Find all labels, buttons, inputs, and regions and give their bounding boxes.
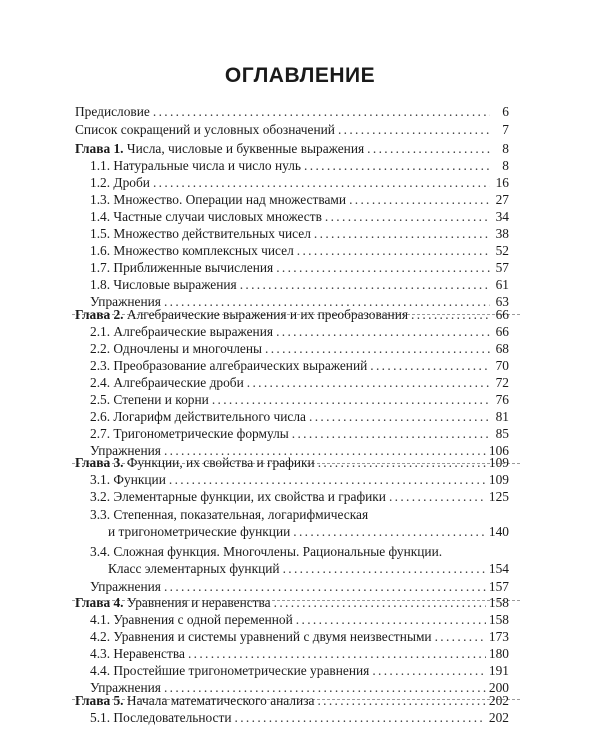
page-number: 125 bbox=[488, 489, 509, 504]
toc-chapter-2[interactable] bbox=[75, 306, 509, 323]
dot-leader bbox=[389, 488, 486, 505]
page-number: 173 bbox=[488, 629, 509, 644]
toc-chapter-4[interactable] bbox=[75, 594, 509, 611]
toc-chapter-3[interactable] bbox=[75, 454, 509, 471]
chapter-prefix: Глава 4. bbox=[75, 595, 124, 610]
dot-leader bbox=[314, 225, 490, 242]
section-label-line2: и тригонометрические функции bbox=[108, 524, 291, 539]
page-number: 200 bbox=[488, 680, 509, 695]
page-number: 154 bbox=[488, 561, 509, 576]
page-number: 68 bbox=[495, 341, 509, 356]
page-number: 66 bbox=[495, 307, 509, 322]
exercises-label: Упражнения bbox=[90, 579, 161, 594]
chapter-prefix: Глава 3. bbox=[75, 455, 124, 470]
toc-section[interactable] bbox=[90, 208, 509, 225]
chapter-label bbox=[75, 140, 364, 157]
section-label: 1.8. Числовые выражения bbox=[90, 277, 237, 292]
section-label: 1.4. Частные случаи числовых множеств bbox=[90, 209, 322, 224]
page-number: 34 bbox=[495, 209, 509, 224]
dot-leader bbox=[164, 578, 486, 595]
chapter-prefix: Глава 1. bbox=[75, 141, 124, 156]
page-number: 27 bbox=[495, 192, 509, 207]
entry-label: Предисловие bbox=[75, 104, 150, 119]
toc-section[interactable] bbox=[90, 242, 509, 259]
toc-section[interactable] bbox=[90, 611, 509, 628]
dot-leader bbox=[188, 645, 486, 662]
toc-section[interactable] bbox=[108, 560, 509, 577]
dot-leader bbox=[296, 611, 486, 628]
section-label: 4.4. Простейшие тригонометрические уравнения bbox=[90, 663, 370, 678]
section-label: 2.3. Преобразование алгебраических выражений bbox=[90, 358, 368, 373]
page-number: 7 bbox=[502, 122, 509, 137]
exercises-label: Упражнения bbox=[90, 443, 161, 458]
page-number: 85 bbox=[495, 426, 509, 441]
section-label: 3.1. Функции bbox=[90, 472, 166, 487]
toc-section[interactable] bbox=[90, 408, 509, 425]
section-label: 1.5. Множество действительных чисел bbox=[90, 226, 311, 241]
chapter-title: Функции, их свойства и графики bbox=[126, 455, 315, 470]
page-number: 57 bbox=[495, 260, 509, 275]
section-label: 1.3. Множество. Операции над множествами bbox=[90, 192, 347, 207]
chapter-prefix: Глава 2. bbox=[75, 307, 124, 322]
section-label: 1.7. Приближенные вычисления bbox=[90, 260, 274, 275]
dot-leader bbox=[265, 340, 490, 357]
page-number: 38 bbox=[495, 226, 509, 241]
page-number: 81 bbox=[495, 409, 509, 424]
toc-section[interactable] bbox=[90, 157, 509, 174]
chapter-label bbox=[75, 306, 408, 323]
page-number: 61 bbox=[495, 277, 509, 292]
page-number: 52 bbox=[495, 243, 509, 258]
page-number: 202 bbox=[488, 693, 509, 708]
chapter-title: Алгебраические выражения и их преобразования bbox=[126, 307, 409, 322]
page-number: 70 bbox=[495, 358, 509, 373]
dot-leader bbox=[153, 174, 490, 191]
toc-section[interactable] bbox=[90, 191, 509, 208]
exercises-label: Упражнения bbox=[90, 680, 161, 695]
toc-section[interactable] bbox=[90, 340, 509, 357]
dot-leader bbox=[411, 306, 490, 323]
toc-section[interactable] bbox=[90, 374, 509, 391]
dot-leader bbox=[370, 357, 490, 374]
toc-entry-abbreviations[interactable] bbox=[75, 121, 509, 138]
section-label: 5.1. Последовательности bbox=[90, 710, 232, 725]
section-label: 2.2. Одночлены и многочлены bbox=[90, 341, 263, 356]
section-label: 2.4. Алгебраические дроби bbox=[90, 375, 244, 390]
chapter-label bbox=[75, 454, 315, 471]
page-number: 66 bbox=[495, 324, 509, 339]
toc-section[interactable] bbox=[90, 645, 509, 662]
page-number: 8 bbox=[502, 141, 509, 156]
dot-leader bbox=[317, 692, 485, 709]
dot-leader bbox=[367, 140, 490, 157]
toc-section[interactable] bbox=[90, 662, 509, 679]
dot-leader bbox=[292, 425, 490, 442]
dot-leader bbox=[293, 523, 486, 540]
chapter-label bbox=[75, 692, 314, 709]
page-number: 76 bbox=[495, 392, 509, 407]
toc-exercises[interactable] bbox=[90, 578, 509, 595]
page-number: 72 bbox=[495, 375, 509, 390]
dot-leader bbox=[274, 594, 486, 611]
dot-leader bbox=[309, 408, 490, 425]
page-number: 16 bbox=[495, 175, 509, 190]
page-number: 106 bbox=[488, 443, 509, 458]
section-label: 2.7. Тригонометрические формулы bbox=[90, 426, 289, 441]
dot-leader bbox=[240, 276, 490, 293]
dot-leader bbox=[338, 121, 490, 138]
dot-leader bbox=[276, 259, 490, 276]
dot-leader bbox=[297, 242, 490, 259]
toc-chapter-5[interactable] bbox=[75, 692, 509, 709]
page-number: 180 bbox=[488, 646, 509, 661]
page-number: 6 bbox=[502, 104, 509, 119]
section-label: 2.5. Степени и корни bbox=[90, 392, 209, 407]
section-label: 2.1. Алгебраические выражения bbox=[90, 324, 274, 339]
section-label: 4.2. Уравнения и системы уравнений с двумя неизвестными bbox=[90, 629, 432, 644]
toc-chapter-1[interactable] bbox=[75, 140, 509, 157]
page-number: 109 bbox=[488, 472, 509, 487]
dot-leader bbox=[276, 323, 490, 340]
section-label: 1.2. Дроби bbox=[90, 175, 150, 190]
section-label-line2: Класс элементарных функций bbox=[108, 561, 280, 576]
dot-leader bbox=[318, 454, 486, 471]
chapter-title: Начала математического анализа bbox=[126, 693, 315, 708]
chapter-prefix: Глава 5. bbox=[75, 693, 124, 708]
toc-section[interactable] bbox=[90, 488, 509, 505]
section-label: 4.1. Уравнения с одной переменной bbox=[90, 612, 293, 627]
toc-section[interactable] bbox=[90, 276, 509, 293]
dot-leader bbox=[372, 662, 486, 679]
section-label-line1[interactable]: 3.4. Сложная функция. Многочлены. Рациональные функции. bbox=[90, 544, 443, 559]
toc-section[interactable] bbox=[90, 425, 509, 442]
section-label-line1[interactable]: 3.3. Степенная, показательная, логарифмическая bbox=[90, 507, 369, 522]
dot-leader bbox=[283, 560, 486, 577]
chapter-title: Уравнения и неравенства bbox=[126, 595, 271, 610]
page-number: 157 bbox=[488, 579, 509, 594]
toc-section[interactable] bbox=[90, 225, 509, 242]
chapter-label bbox=[75, 594, 271, 611]
dot-leader bbox=[153, 103, 490, 120]
dot-leader bbox=[235, 709, 486, 726]
page-title: ОГЛАВЛЕНИЕ bbox=[224, 64, 376, 87]
toc-section[interactable] bbox=[90, 391, 509, 408]
dot-leader bbox=[325, 208, 490, 225]
section-label: 4.3. Неравенства bbox=[90, 646, 185, 661]
toc-section[interactable] bbox=[90, 259, 509, 276]
section-label: 3.2. Элементарные функции, их свойства и графики bbox=[90, 489, 386, 504]
entry-label: Список сокращений и условных обозначений bbox=[75, 122, 335, 137]
toc-section[interactable] bbox=[90, 174, 509, 191]
toc-section[interactable] bbox=[90, 628, 509, 645]
toc-section[interactable] bbox=[90, 471, 509, 488]
toc-section[interactable] bbox=[90, 709, 509, 726]
page-number: 158 bbox=[488, 612, 509, 627]
toc-section[interactable] bbox=[108, 523, 509, 540]
page-number: 140 bbox=[488, 524, 509, 539]
toc-section[interactable] bbox=[90, 323, 509, 340]
section-label: 1.1. Натуральные числа и число нуль bbox=[90, 158, 302, 173]
page-number: 191 bbox=[488, 663, 509, 678]
toc-section[interactable] bbox=[90, 357, 509, 374]
exercises-label: Упражнения bbox=[90, 294, 161, 309]
page-number: 202 bbox=[488, 710, 509, 725]
page-number: 109 bbox=[488, 455, 509, 470]
dot-leader bbox=[212, 391, 490, 408]
page-number: 8 bbox=[502, 158, 509, 173]
dot-leader bbox=[247, 374, 490, 391]
dot-leader bbox=[435, 628, 486, 645]
section-label: 1.6. Множество комплексных чисел bbox=[90, 243, 294, 258]
section-label: 2.6. Логарифм действительного числа bbox=[90, 409, 306, 424]
toc-entry-preface[interactable] bbox=[75, 103, 509, 120]
page-number: 158 bbox=[488, 595, 509, 610]
dot-leader bbox=[169, 471, 486, 488]
page-number: 63 bbox=[495, 294, 509, 309]
dot-leader bbox=[304, 157, 490, 174]
chapter-title: Числа, числовые и буквенные выражения bbox=[126, 141, 365, 156]
dot-leader bbox=[349, 191, 490, 208]
